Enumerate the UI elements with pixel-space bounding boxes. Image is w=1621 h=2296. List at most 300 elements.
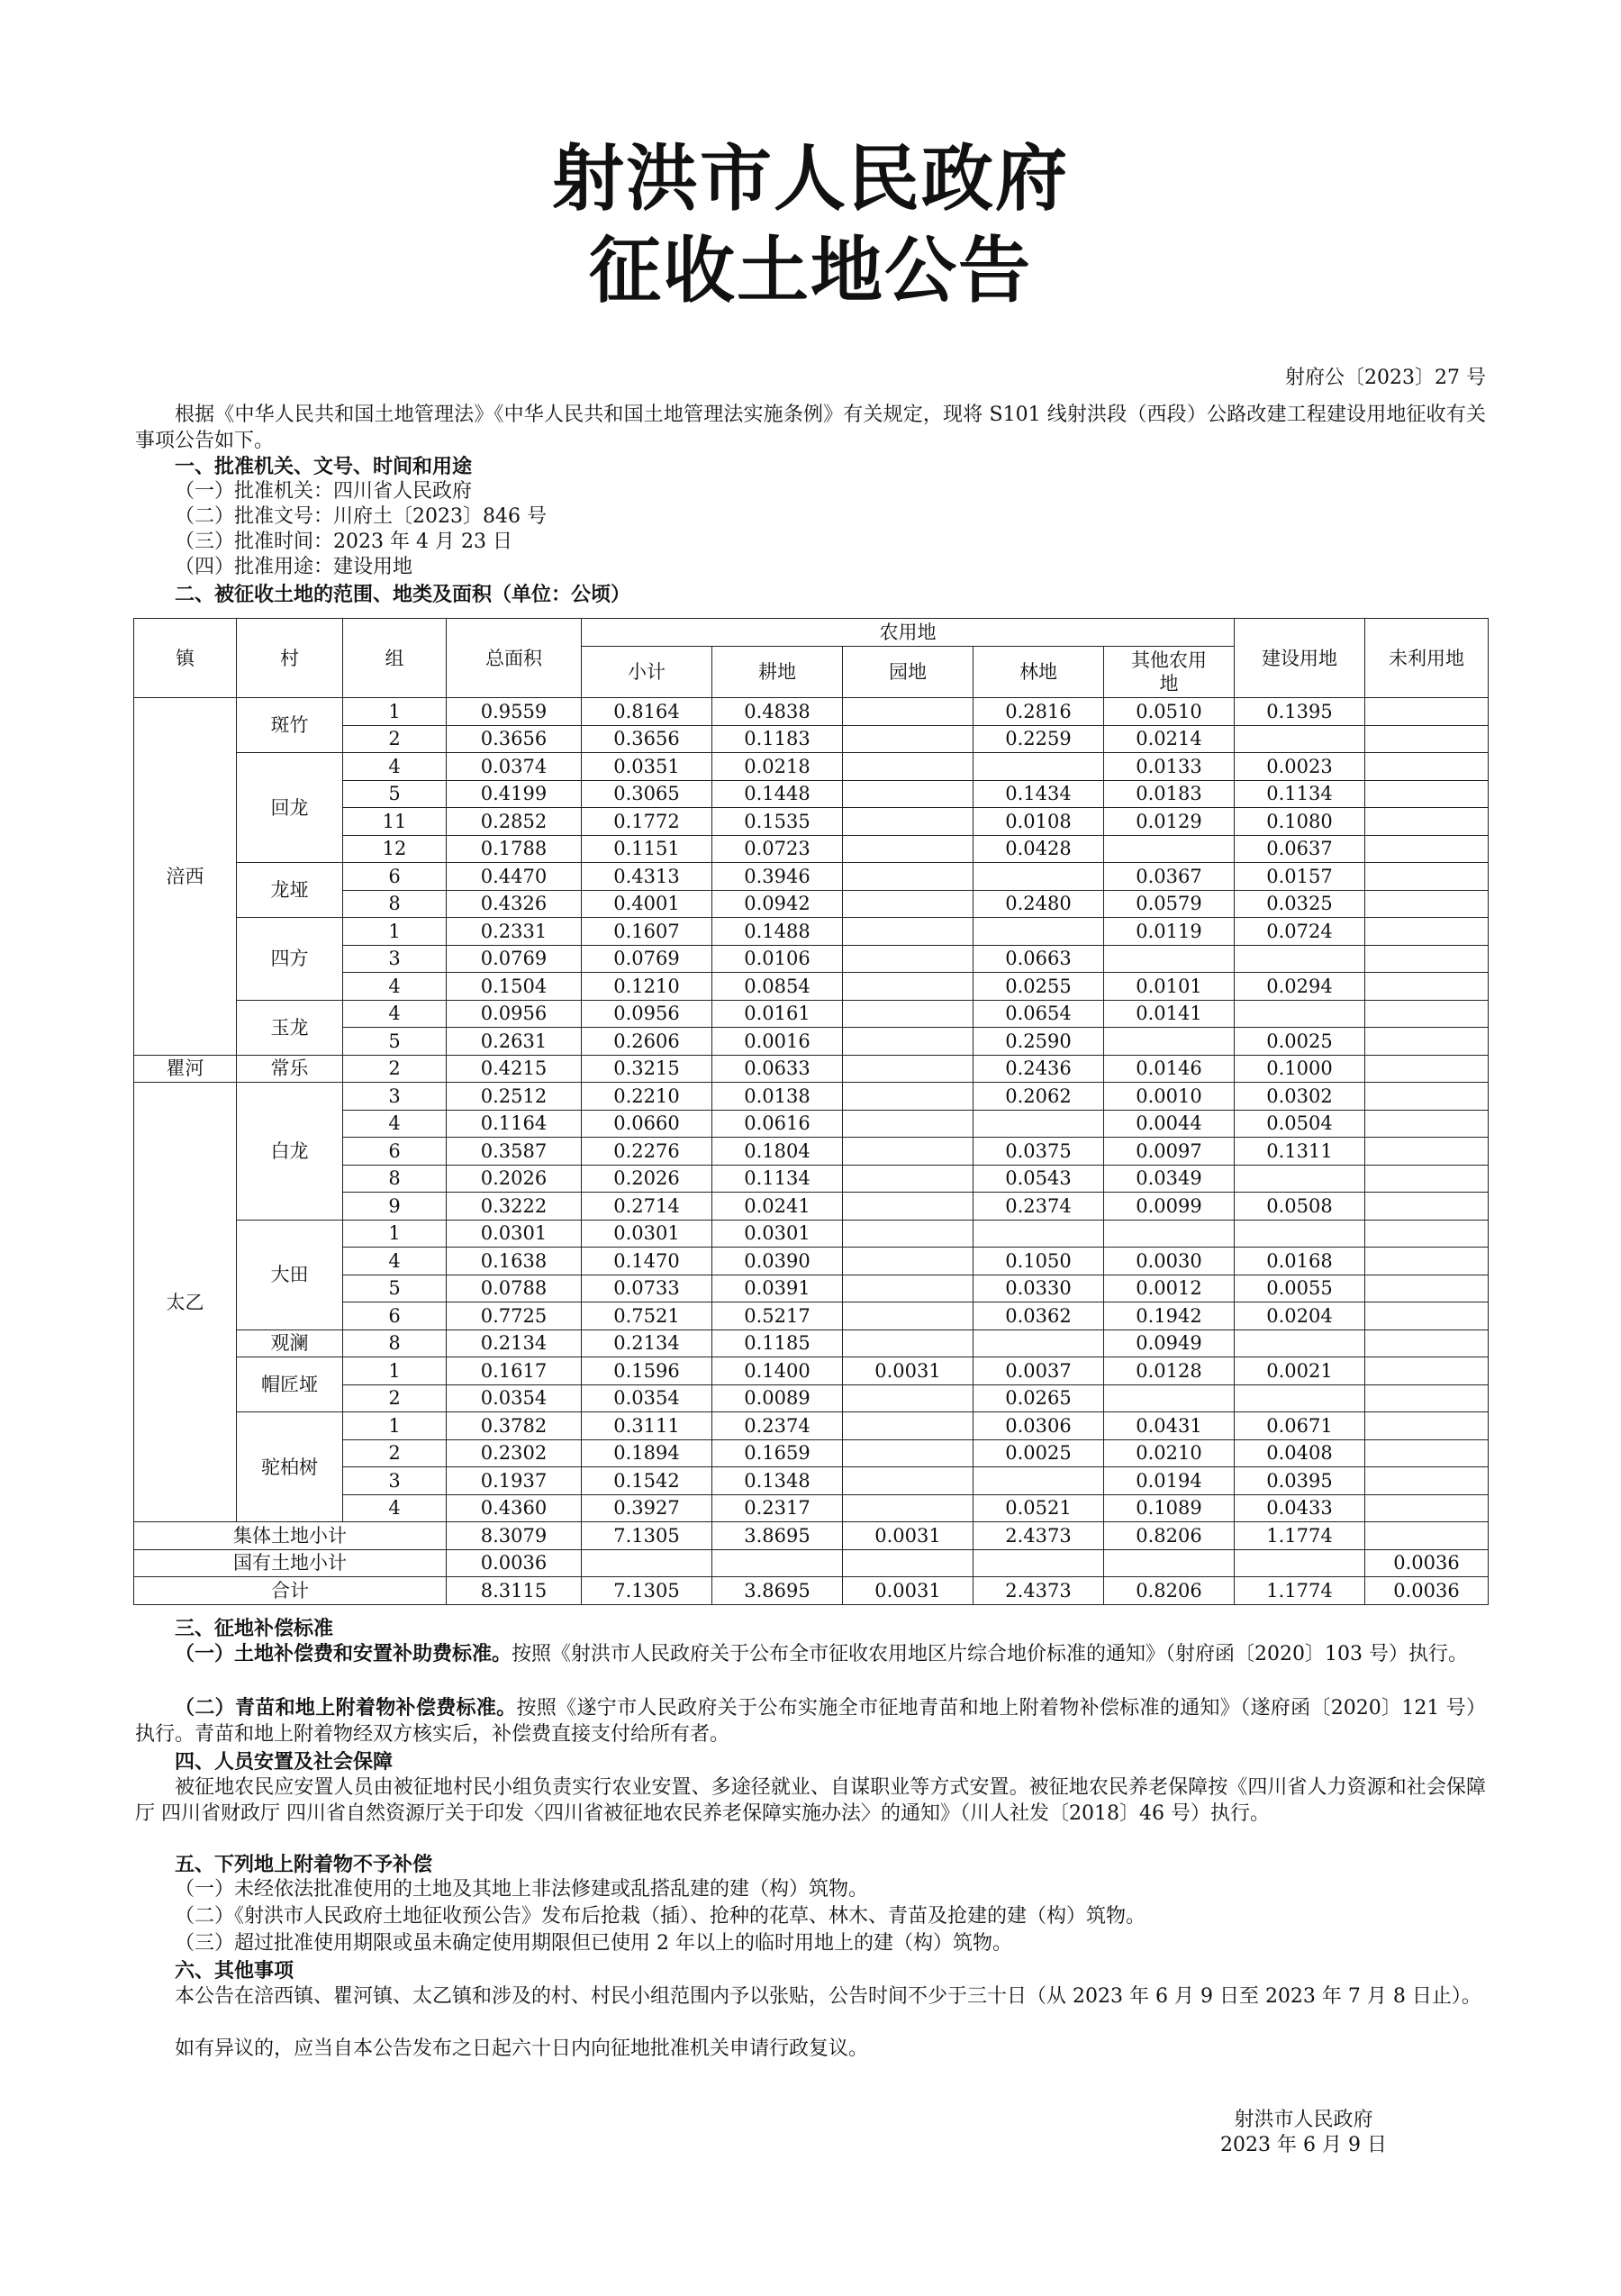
cell-unused [1365, 1165, 1489, 1193]
summary-arable: 3.8695 [712, 1522, 843, 1550]
cell-subtotal: 0.1470 [582, 1248, 712, 1275]
cell-total-area: 0.0788 [447, 1275, 582, 1302]
cell-arable: 0.0241 [712, 1193, 843, 1221]
cell-subtotal: 0.7521 [582, 1302, 712, 1330]
cell-garden [843, 863, 974, 891]
cell-unused [1365, 1055, 1489, 1083]
no-compensation-item-3: （三）超过批准使用期限或虽未确定使用期限但已使用 2 年以上的临时用地上的建（构）筑物。 [175, 1932, 1012, 1955]
cell-unused [1365, 1138, 1489, 1166]
cell-unused [1365, 1384, 1489, 1412]
summary-total-area: 0.0036 [447, 1549, 582, 1577]
cell-unused [1365, 1439, 1489, 1467]
cell-arable: 0.0301 [712, 1220, 843, 1248]
village-cell: 驼柏树 [237, 1412, 343, 1522]
summary-row [134, 1577, 1489, 1605]
cell-group: 4 [343, 1000, 447, 1028]
cell-garden [843, 1055, 974, 1083]
cell-other-agri: 0.0367 [1104, 863, 1235, 891]
cell-unused [1365, 1220, 1489, 1248]
cell-forest: 0.0375 [974, 1138, 1104, 1166]
cell-construction [1235, 1384, 1365, 1412]
cell-construction: 0.0055 [1235, 1275, 1365, 1302]
summary-subtotal [582, 1549, 712, 1577]
header-arable: 耕地 [712, 647, 843, 698]
cell-forest: 0.1050 [974, 1248, 1104, 1275]
cell-construction [1235, 1000, 1365, 1028]
cell-subtotal: 0.2606 [582, 1028, 712, 1056]
cell-other-agri: 0.0012 [1104, 1275, 1235, 1302]
cell-unused [1365, 863, 1489, 891]
header-unused-land: 未利用地 [1365, 619, 1489, 698]
header-other-agri: 其他农用地 [1104, 647, 1235, 698]
cell-construction: 0.1080 [1235, 808, 1365, 836]
cell-forest: 0.0663 [974, 945, 1104, 973]
cell-arable: 0.0942 [712, 890, 843, 918]
summary-garden [843, 1549, 974, 1577]
cell-subtotal: 0.1772 [582, 808, 712, 836]
cell-group: 8 [343, 1165, 447, 1193]
cell-group: 4 [343, 753, 447, 781]
cell-unused [1365, 890, 1489, 918]
summary-arable: 3.8695 [712, 1577, 843, 1605]
compensation-2-label: （二）青苗和地上附着物补偿费标准。 [175, 1696, 517, 1720]
document-number: 射府公〔2023〕27 号 [1285, 367, 1486, 389]
cell-subtotal: 0.2210 [582, 1083, 712, 1111]
cell-subtotal: 0.1151 [582, 835, 712, 863]
cell-subtotal: 0.3927 [582, 1494, 712, 1522]
cell-forest: 0.1434 [974, 780, 1104, 808]
cell-total-area: 0.4199 [447, 780, 582, 808]
cell-subtotal: 0.1542 [582, 1467, 712, 1495]
cell-group: 4 [343, 973, 447, 1001]
summary-forest: 2.4373 [974, 1577, 1104, 1605]
table-row [134, 1220, 1489, 1248]
cell-other-agri [1104, 1220, 1235, 1248]
cell-construction: 0.0408 [1235, 1439, 1365, 1467]
cell-unused [1365, 698, 1489, 726]
cell-forest [974, 1330, 1104, 1357]
cell-unused [1365, 753, 1489, 781]
cell-forest: 0.0330 [974, 1275, 1104, 1302]
cell-forest: 0.2259 [974, 725, 1104, 753]
resettlement-paragraph: 被征地农民应安置人员由被征地村民小组负责实行农业安置、多途径就业、自谋职业等方式安置。被征地农民养老保障按《四川省人力资源和社会保障厅 四川省财政厅 四川省自然资源厅关于印发〈四川省被征地农民养老保障实施办法〉的通知》（川人社发〔2018〕46 号）执行。 [135, 1776, 1486, 1825]
cell-total-area: 0.2134 [447, 1330, 582, 1357]
compensation-1-label: （一）土地补偿费和安置补助费标准。 [175, 1642, 512, 1665]
cell-total-area: 0.0956 [447, 1000, 582, 1028]
cell-group: 4 [343, 1248, 447, 1275]
village-cell: 观澜 [237, 1330, 343, 1357]
cell-other-agri: 0.0210 [1104, 1439, 1235, 1467]
cell-arable: 0.2317 [712, 1494, 843, 1522]
cell-subtotal: 0.4313 [582, 863, 712, 891]
summary-unused [1365, 1522, 1489, 1550]
cell-forest [974, 1110, 1104, 1138]
cell-forest: 0.0265 [974, 1384, 1104, 1412]
table-row [134, 1055, 1489, 1083]
summary-subtotal: 7.1305 [582, 1522, 712, 1550]
cell-garden [843, 698, 974, 726]
cell-total-area: 0.2852 [447, 808, 582, 836]
cell-forest: 0.0025 [974, 1439, 1104, 1467]
cell-group: 12 [343, 835, 447, 863]
cell-garden [843, 1165, 974, 1193]
cell-arable: 0.0723 [712, 835, 843, 863]
summary-construction [1235, 1549, 1365, 1577]
cell-total-area: 0.4360 [447, 1494, 582, 1522]
cell-other-agri: 0.0097 [1104, 1138, 1235, 1166]
cell-construction: 0.0168 [1235, 1248, 1365, 1275]
header-town: 镇 [134, 619, 237, 698]
cell-construction: 0.0204 [1235, 1302, 1365, 1330]
cell-subtotal: 0.3111 [582, 1412, 712, 1440]
cell-total-area: 0.9559 [447, 698, 582, 726]
cell-subtotal: 0.2026 [582, 1165, 712, 1193]
cell-other-agri: 0.0510 [1104, 698, 1235, 726]
cell-group: 1 [343, 1357, 447, 1385]
cell-garden [843, 835, 974, 863]
cell-total-area: 0.3782 [447, 1412, 582, 1440]
posting-paragraph: 本公告在涪西镇、瞿河镇、太乙镇和涉及的村、村民小组范围内予以张贴，公告时间不少于三十日（从 2023 年 6 月 9 日至 2023 年 7 月 8 日止）。 [175, 1985, 1481, 2008]
signature-block [1220, 2108, 1387, 2158]
cell-arable: 0.1183 [712, 725, 843, 753]
cell-subtotal: 0.0354 [582, 1384, 712, 1412]
cell-group: 2 [343, 1439, 447, 1467]
cell-garden [843, 1494, 974, 1522]
cell-group: 5 [343, 1275, 447, 1302]
cell-other-agri [1104, 835, 1235, 863]
cell-construction [1235, 945, 1365, 973]
table-body [134, 698, 1489, 1605]
cell-total-area: 0.1504 [447, 973, 582, 1001]
cell-forest: 0.0255 [974, 973, 1104, 1001]
cell-garden [843, 1302, 974, 1330]
cell-forest [974, 1467, 1104, 1495]
header-total-area: 总面积 [447, 619, 582, 698]
cell-other-agri: 0.0141 [1104, 1000, 1235, 1028]
cell-garden [843, 1220, 974, 1248]
town-cell: 涪西 [134, 698, 237, 1056]
header-agricultural-land: 农用地 [582, 619, 1235, 647]
summary-other-agri [1104, 1549, 1235, 1577]
cell-garden [843, 753, 974, 781]
cell-garden [843, 945, 974, 973]
header-garden: 园地 [843, 647, 974, 698]
summary-construction: 1.1774 [1235, 1522, 1365, 1550]
village-cell: 斑竹 [237, 698, 343, 753]
cell-construction: 0.0433 [1235, 1494, 1365, 1522]
cell-group: 4 [343, 1110, 447, 1138]
cell-subtotal: 0.8164 [582, 698, 712, 726]
cell-total-area: 0.0374 [447, 753, 582, 781]
cell-forest: 0.0521 [974, 1494, 1104, 1522]
cell-subtotal: 0.1210 [582, 973, 712, 1001]
cell-other-agri: 0.0044 [1104, 1110, 1235, 1138]
cell-subtotal: 0.0769 [582, 945, 712, 973]
header-village: 村 [237, 619, 343, 698]
cell-arable: 0.0390 [712, 1248, 843, 1275]
cell-subtotal: 0.3065 [582, 780, 712, 808]
cell-arable: 0.1348 [712, 1467, 843, 1495]
table-row [134, 1412, 1489, 1440]
village-cell: 龙垭 [237, 863, 343, 918]
cell-forest [974, 753, 1104, 781]
cell-subtotal: 0.0956 [582, 1000, 712, 1028]
cell-construction: 0.1395 [1235, 698, 1365, 726]
cell-forest: 0.0543 [974, 1165, 1104, 1193]
cell-forest [974, 863, 1104, 891]
cell-forest: 0.0037 [974, 1357, 1104, 1385]
cell-unused [1365, 725, 1489, 753]
town-cell: 太乙 [134, 1083, 237, 1522]
header-subtotal: 小计 [582, 647, 712, 698]
summary-row [134, 1549, 1489, 1577]
signature-org: 射洪市人民政府 [1234, 2109, 1373, 2131]
cell-construction: 0.1311 [1235, 1138, 1365, 1166]
summary-total-area: 8.3079 [447, 1522, 582, 1550]
cell-subtotal: 0.2276 [582, 1138, 712, 1166]
cell-subtotal: 0.0351 [582, 753, 712, 781]
cell-subtotal: 0.3215 [582, 1055, 712, 1083]
summary-unused: 0.0036 [1365, 1549, 1489, 1577]
land-area-table [133, 618, 1489, 1605]
cell-garden [843, 1412, 974, 1440]
compensation-standard-2 [135, 1695, 1486, 1747]
cell-arable: 0.0616 [712, 1110, 843, 1138]
cell-construction: 0.1000 [1235, 1055, 1365, 1083]
cell-arable: 0.2374 [712, 1412, 843, 1440]
cell-total-area: 0.2331 [447, 918, 582, 946]
village-cell: 常乐 [237, 1055, 343, 1083]
table-row [134, 753, 1489, 781]
cell-construction: 0.0395 [1235, 1467, 1365, 1495]
table-row [134, 1357, 1489, 1385]
section1-heading: 一、批准机关、文号、时间和用途 [175, 455, 473, 478]
cell-group: 9 [343, 1193, 447, 1221]
cell-construction: 0.0325 [1235, 890, 1365, 918]
cell-group: 1 [343, 918, 447, 946]
cell-construction: 0.0504 [1235, 1110, 1365, 1138]
cell-arable: 0.1659 [712, 1439, 843, 1467]
cell-forest [974, 1220, 1104, 1248]
cell-total-area: 0.3587 [447, 1138, 582, 1166]
cell-construction: 0.0023 [1235, 753, 1365, 781]
cell-total-area: 0.0769 [447, 945, 582, 973]
cell-other-agri: 0.0099 [1104, 1193, 1235, 1221]
cell-arable: 0.1488 [712, 918, 843, 946]
cell-total-area: 0.7725 [447, 1302, 582, 1330]
cell-arable: 0.1448 [712, 780, 843, 808]
cell-group: 6 [343, 1138, 447, 1166]
section6-heading: 六、其他事项 [175, 1959, 294, 1983]
compensation-standard-1 [135, 1641, 1486, 1667]
section4-heading: 四、人员安置及社会保障 [175, 1750, 394, 1774]
cell-forest: 0.0306 [974, 1412, 1104, 1440]
cell-forest: 0.2436 [974, 1055, 1104, 1083]
cell-garden [843, 1138, 974, 1166]
cell-garden [843, 1000, 974, 1028]
compensation-1-text: 按照《射洪市人民政府关于公布全市征收农用地区片综合地价标准的通知》（射府函〔2020〕103 号）执行。 [512, 1643, 1468, 1665]
header-forest: 林地 [974, 647, 1104, 698]
cell-garden [843, 1083, 974, 1111]
cell-garden [843, 1467, 974, 1495]
cell-forest: 0.0654 [974, 1000, 1104, 1028]
table-header-row [134, 619, 1489, 647]
cell-unused [1365, 780, 1489, 808]
cell-construction [1235, 725, 1365, 753]
cell-unused [1365, 1248, 1489, 1275]
cell-group: 5 [343, 1028, 447, 1056]
cell-construction: 0.0671 [1235, 1412, 1365, 1440]
cell-arable: 0.1185 [712, 1330, 843, 1357]
cell-subtotal: 0.2714 [582, 1193, 712, 1221]
cell-subtotal: 0.0301 [582, 1220, 712, 1248]
cell-total-area: 0.3222 [447, 1193, 582, 1221]
cell-construction: 0.0724 [1235, 918, 1365, 946]
cell-construction: 0.0302 [1235, 1083, 1365, 1111]
cell-unused [1365, 1330, 1489, 1357]
section2-heading: 二、被征收土地的范围、地类及面积（单位：公顷） [175, 583, 631, 606]
cell-unused [1365, 973, 1489, 1001]
cell-arable: 0.0138 [712, 1083, 843, 1111]
cell-garden [843, 890, 974, 918]
cell-other-agri: 0.0194 [1104, 1467, 1235, 1495]
section3-heading: 三、征地补偿标准 [175, 1617, 334, 1640]
cell-group: 11 [343, 808, 447, 836]
cell-unused [1365, 1412, 1489, 1440]
cell-subtotal: 0.0733 [582, 1275, 712, 1302]
cell-total-area: 0.2302 [447, 1439, 582, 1467]
signature-date: 2023 年 6 月 9 日 [1220, 2134, 1387, 2156]
intro-paragraph: 根据《中华人民共和国土地管理法》《中华人民共和国土地管理法实施条例》有关规定，现将 S101 线射洪段（西段）公路改建工程建设用地征收有关事项公告如下。 [135, 404, 1486, 452]
header-construction-land: 建设用地 [1235, 619, 1365, 698]
cell-garden [843, 725, 974, 753]
cell-unused [1365, 1467, 1489, 1495]
cell-subtotal: 0.0660 [582, 1110, 712, 1138]
cell-group: 4 [343, 1494, 447, 1522]
no-compensation-item-1: （一）未经依法批准使用的土地及其地上非法修建或乱搭乱建的建（构）筑物。 [175, 1878, 869, 1901]
village-cell: 大田 [237, 1220, 343, 1330]
village-cell: 玉龙 [237, 1000, 343, 1055]
cell-forest: 0.2480 [974, 890, 1104, 918]
cell-unused [1365, 1028, 1489, 1056]
cell-subtotal: 0.3656 [582, 725, 712, 753]
cell-group: 8 [343, 890, 447, 918]
cell-garden [843, 1028, 974, 1056]
cell-garden [843, 918, 974, 946]
cell-construction [1235, 1220, 1365, 1248]
cell-other-agri: 0.1089 [1104, 1494, 1235, 1522]
cell-unused [1365, 1357, 1489, 1385]
cell-garden [843, 1330, 974, 1357]
cell-other-agri: 0.0183 [1104, 780, 1235, 808]
section5-heading: 五、下列地上附着物不予补偿 [175, 1853, 433, 1876]
table-row [134, 1083, 1489, 1111]
cell-arable: 0.0854 [712, 973, 843, 1001]
cell-other-agri: 0.0133 [1104, 753, 1235, 781]
cell-total-area: 0.1788 [447, 835, 582, 863]
summary-construction: 1.1774 [1235, 1577, 1365, 1605]
cell-other-agri: 0.0030 [1104, 1248, 1235, 1275]
cell-unused [1365, 1110, 1489, 1138]
cell-subtotal: 0.2134 [582, 1330, 712, 1357]
table-row [134, 1000, 1489, 1028]
village-cell: 白龙 [237, 1083, 343, 1221]
cell-group: 6 [343, 1302, 447, 1330]
village-cell: 回龙 [237, 753, 343, 863]
summary-other-agri: 0.8206 [1104, 1577, 1235, 1605]
cell-total-area: 0.1638 [447, 1248, 582, 1275]
cell-construction: 0.0294 [1235, 973, 1365, 1001]
cell-total-area: 0.1617 [447, 1357, 582, 1385]
town-cell: 瞿河 [134, 1055, 237, 1083]
cell-garden [843, 1110, 974, 1138]
cell-total-area: 0.4326 [447, 890, 582, 918]
cell-other-agri: 0.1942 [1104, 1302, 1235, 1330]
cell-group: 1 [343, 1220, 447, 1248]
cell-arable: 0.0633 [712, 1055, 843, 1083]
summary-label: 合计 [134, 1577, 447, 1605]
cell-total-area: 0.0354 [447, 1384, 582, 1412]
cell-subtotal: 0.1894 [582, 1439, 712, 1467]
cell-total-area: 0.4215 [447, 1055, 582, 1083]
cell-other-agri: 0.0431 [1104, 1412, 1235, 1440]
cell-garden [843, 973, 974, 1001]
cell-total-area: 0.2512 [447, 1083, 582, 1111]
village-cell: 四方 [237, 918, 343, 1001]
approval-date: （三）批准时间：2023 年 4 月 23 日 [175, 531, 512, 553]
summary-row [134, 1522, 1489, 1550]
cell-other-agri: 0.0146 [1104, 1055, 1235, 1083]
cell-unused [1365, 1494, 1489, 1522]
cell-other-agri: 0.0949 [1104, 1330, 1235, 1357]
cell-arable: 0.0106 [712, 945, 843, 973]
village-cell: 帽匠垭 [237, 1357, 343, 1412]
cell-group: 5 [343, 780, 447, 808]
cell-group: 6 [343, 863, 447, 891]
cell-arable: 0.1400 [712, 1357, 843, 1385]
header-group: 组 [343, 619, 447, 698]
cell-unused [1365, 1193, 1489, 1221]
cell-construction: 0.0021 [1235, 1357, 1365, 1385]
cell-other-agri: 0.0129 [1104, 808, 1235, 836]
cell-other-agri: 0.0128 [1104, 1357, 1235, 1385]
summary-other-agri: 0.8206 [1104, 1522, 1235, 1550]
cell-group: 3 [343, 1083, 447, 1111]
summary-total-area: 8.3115 [447, 1577, 582, 1605]
cell-garden [843, 1248, 974, 1275]
approval-authority: （一）批准机关：四川省人民政府 [175, 480, 473, 503]
cell-construction: 0.1134 [1235, 780, 1365, 808]
cell-other-agri [1104, 945, 1235, 973]
page-title-line2: 征收土地公告 [589, 228, 1032, 313]
cell-other-agri: 0.0349 [1104, 1165, 1235, 1193]
summary-unused: 0.0036 [1365, 1577, 1489, 1605]
cell-other-agri: 0.0101 [1104, 973, 1235, 1001]
cell-forest: 0.0362 [974, 1302, 1104, 1330]
cell-other-agri: 0.0214 [1104, 725, 1235, 753]
cell-garden [843, 1275, 974, 1302]
summary-arable [712, 1549, 843, 1577]
cell-construction [1235, 1165, 1365, 1193]
cell-group: 2 [343, 1384, 447, 1412]
cell-unused [1365, 918, 1489, 946]
cell-unused [1365, 945, 1489, 973]
cell-total-area: 0.1937 [447, 1467, 582, 1495]
cell-other-agri: 0.0579 [1104, 890, 1235, 918]
cell-arable: 0.0218 [712, 753, 843, 781]
cell-subtotal: 0.1607 [582, 918, 712, 946]
cell-forest: 0.2062 [974, 1083, 1104, 1111]
